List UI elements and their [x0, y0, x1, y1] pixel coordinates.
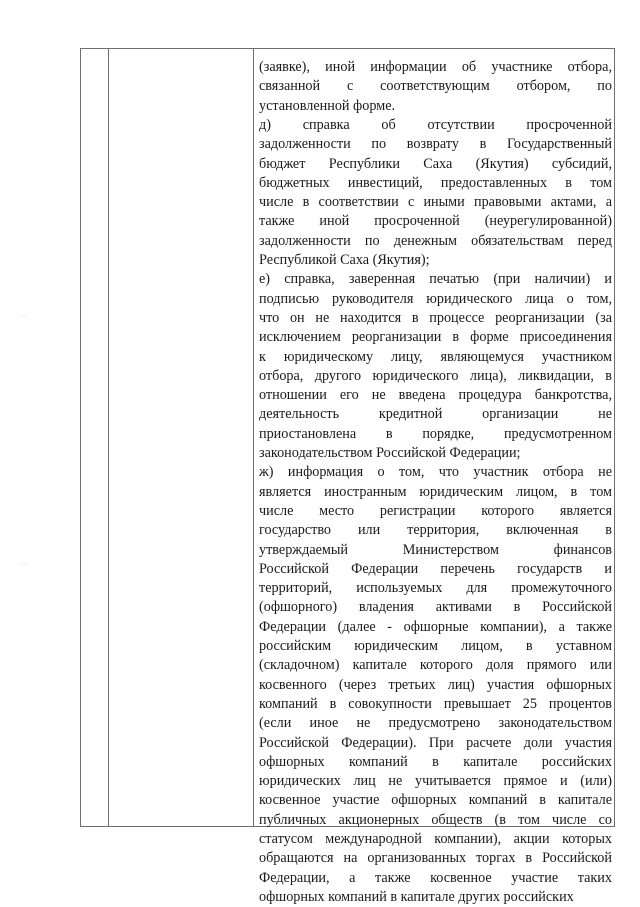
- document-text-line: к юридическому лицу, являющемуся участником: [259, 348, 612, 365]
- document-text-line: д) справка об отсутствии просроченной: [259, 116, 612, 133]
- document-text-line: является иностранным юридическим лицом, в том: [259, 483, 612, 500]
- document-text-line: Российской Федерации перечень государств и: [259, 560, 612, 577]
- document-text-line: территорий, используемых для промежуточного: [259, 580, 612, 597]
- table-left-border: [80, 48, 81, 827]
- document-text-line: Федерации, а также косвенное участие таких: [259, 869, 612, 886]
- document-text-line: е) справка, заверенная печатью (при наличии) и: [259, 271, 612, 288]
- document-text-line: (офшорного) владения активами в Российской: [259, 599, 612, 616]
- document-text-line: (заявке), иной информации об участнике отбора,: [259, 59, 612, 75]
- document-text-line: законодательством Российской Федерации;: [259, 445, 521, 461]
- document-text-line: установленной форме.: [259, 97, 396, 114]
- scan-mark: ˙˙: [20, 316, 27, 324]
- document-text-line: связанной с соответствующим отбором, по: [259, 78, 612, 95]
- document-text-line: Республикой Саха (Якутия);: [259, 252, 430, 268]
- document-text-line: утверждаемый Министерством финансов: [259, 541, 612, 558]
- document-text-line: бюджетных инвестиций, предоставленных в том: [259, 174, 612, 191]
- document-text-line: публичных акционерных обществ (в том числе со: [259, 811, 612, 828]
- document-text-line: отбора, другого юридического лица), ликвидации, в: [259, 367, 612, 384]
- document-text-line: государство или территория, включенная в: [259, 522, 612, 539]
- table-top-border: [80, 48, 615, 49]
- scan-mark: ˙˙: [20, 563, 27, 571]
- document-text-line: также иной просроченной (неурегулированной): [259, 213, 612, 230]
- document-text-line: (складочном) капитале которого доля прямого или: [259, 657, 612, 674]
- document-text-line: косвенное участие офшорных компаний в капитале: [259, 792, 612, 809]
- table-right-border: [614, 48, 615, 827]
- document-text-line: статусом международной компании), акции которых: [259, 831, 612, 847]
- document-text-line: косвенного (через третьих лиц) участия офшорных: [259, 676, 612, 693]
- document-text-line: числе в соответствии с иными правовыми актами, а: [259, 194, 612, 211]
- document-text-line: исключением реорганизации в форме присоединения: [259, 329, 612, 346]
- document-text-line: (если иное не предусмотрено законодательством: [259, 715, 612, 732]
- document-text-line: ж) информация о том, что участник отбора не: [259, 464, 612, 481]
- document-text-line: подписью руководителя юридического лица о том,: [259, 290, 612, 307]
- document-text-line: отношении его не введена процедура банкротства,: [259, 387, 612, 404]
- document-text-line: российским юридическим лицом, в уставном: [259, 638, 612, 654]
- document-text-line: деятельность кредитной организации не: [259, 406, 612, 423]
- document-text-line: офшорных компаний в капитале российских: [259, 753, 612, 770]
- document-text-line: Федерации (далее - офшорные компании), а также: [259, 618, 612, 635]
- document-text-line: обращаются на организованных торгах в Российской: [259, 850, 612, 867]
- document-text-line: Российской Федерации). При расчете доли участия: [259, 734, 612, 751]
- table-column-divider-2: [253, 48, 254, 827]
- document-text-line: компаний в совокупности превышает 25 процентов: [259, 695, 612, 712]
- table-column-divider-1: [108, 48, 109, 827]
- document-text-line: бюджет Республики Саха (Якутия) субсидий,: [259, 155, 612, 172]
- document-text-line: приостановлена в порядке, предусмотренном: [259, 425, 612, 442]
- document-text-line: задолженности по денежным обязательствам перед: [259, 232, 612, 249]
- document-text-line: офшорных компаний в капитале других российских: [259, 888, 574, 905]
- document-text-line: задолженности по возврату в Государственный: [259, 136, 612, 153]
- document-text-line: числе место регистрации которого является: [259, 502, 612, 519]
- document-text-line: юридических лиц не учитывается прямое и (или): [259, 773, 612, 790]
- document-text-line: что он не находится в процессе реорганизации (за: [259, 309, 612, 326]
